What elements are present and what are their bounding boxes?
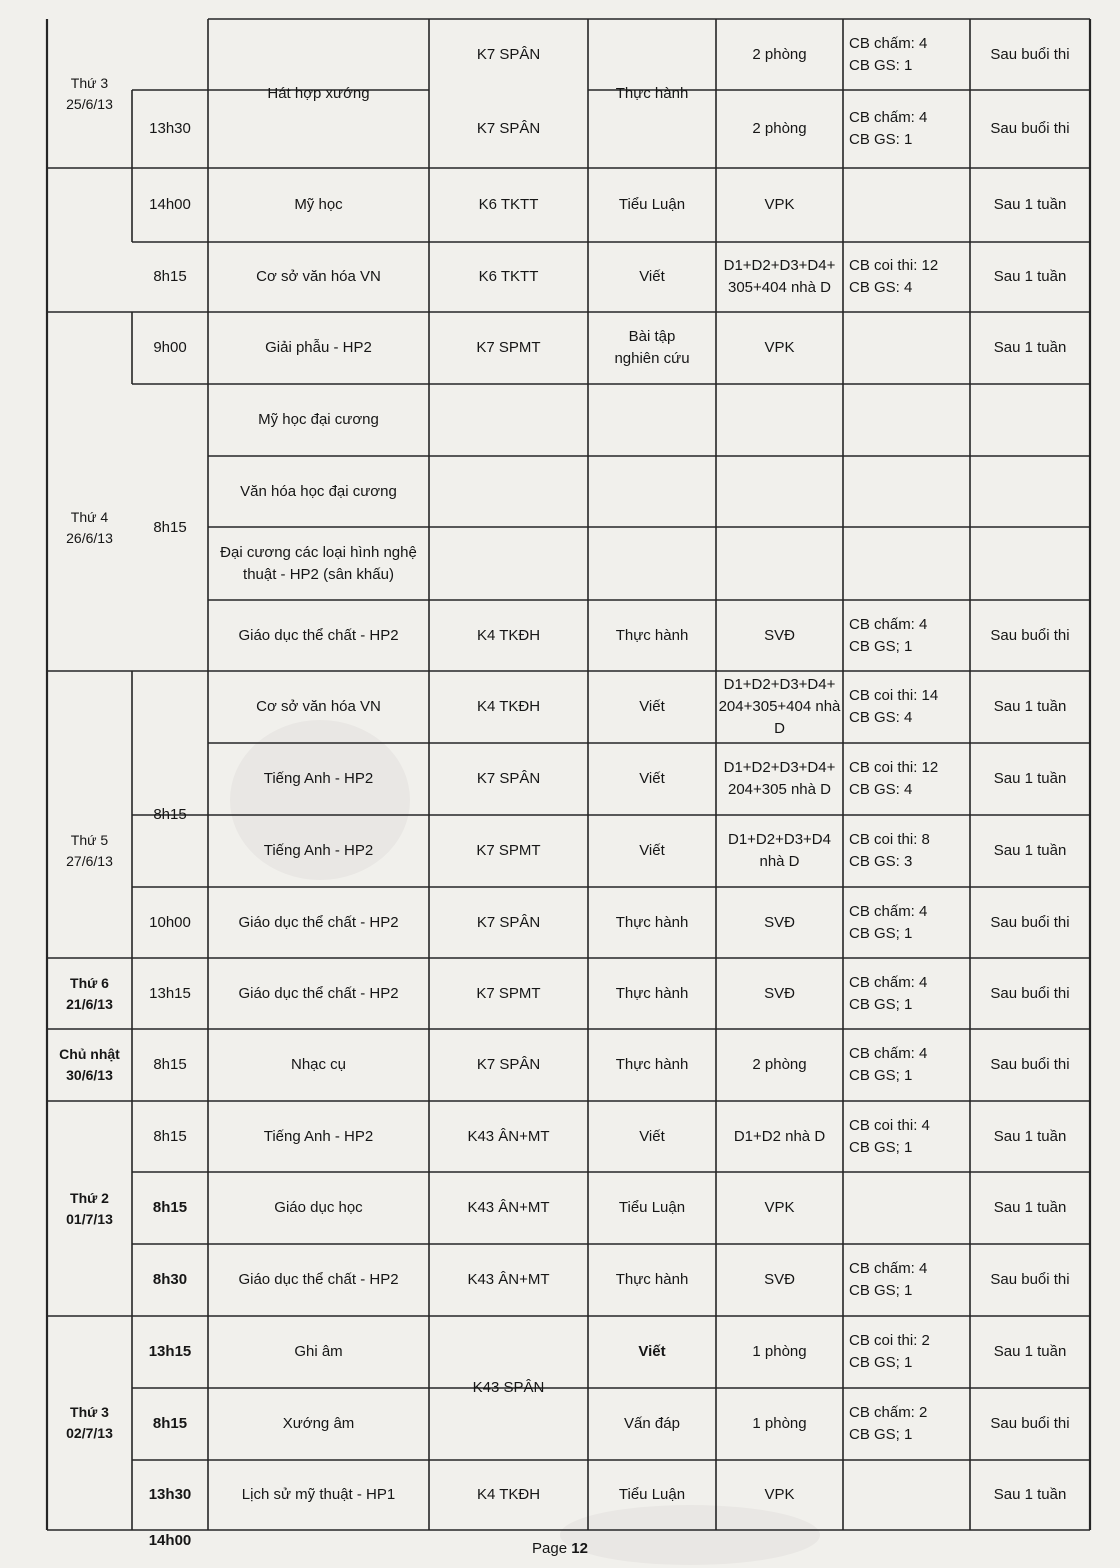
room-cell <box>716 671 843 743</box>
subject-cell-text: Giáo dục thể chất - HP2 <box>238 913 399 931</box>
staff-cell <box>843 90 976 168</box>
room-cell <box>716 1244 843 1316</box>
day-name: Thứ 5 <box>70 831 109 848</box>
class-cell <box>429 19 588 90</box>
staff-cell <box>843 1244 976 1316</box>
exam-form-cell-text: Thực hành <box>615 1271 689 1288</box>
exam-form-cell <box>588 1244 716 1316</box>
room-cell-text: VPK <box>764 1486 795 1503</box>
subject-cell <box>208 1316 429 1388</box>
class-cell <box>429 1316 588 1460</box>
time-cell <box>132 90 208 168</box>
room-cell <box>716 242 843 312</box>
result-cell <box>970 168 1090 242</box>
class-cell <box>429 1101 588 1172</box>
staff-cell-text: CB coi thi: 8 CB GS: 3 <box>849 831 930 870</box>
class-cell-text: K43 ÂN+MT <box>467 1199 550 1216</box>
room-cell-text: 2 phòng <box>752 120 807 137</box>
class-cell-text: K43 ÂN+MT <box>467 1271 550 1288</box>
room-cell-text: 2 phòng <box>752 45 807 63</box>
result-cell-text: Sau 1 tuần <box>993 339 1067 356</box>
room-cell <box>716 1316 843 1388</box>
class-cell-text: K7 SPMT <box>476 842 541 859</box>
staff-cell <box>843 815 976 887</box>
staff-cell <box>843 242 976 312</box>
time-cell-text: 13h15 <box>149 984 191 1002</box>
staff-cell-text: CB chấm: 2 CB GS; 1 <box>849 1404 928 1443</box>
exam-form-cell-text: Vấn đáp <box>624 1415 680 1432</box>
class-cell <box>429 671 588 743</box>
class-cell-text: K7 SPÂN <box>476 770 541 787</box>
subject-cell-text: Giải phẫu - HP2 <box>265 339 372 356</box>
staff-cell <box>843 887 976 958</box>
time-cell-text: 8h15 <box>153 806 187 823</box>
class-cell <box>429 1029 588 1101</box>
result-cell-text: Sau buổi thi <box>990 1056 1070 1073</box>
result-cell <box>970 1244 1090 1316</box>
room-cell <box>716 90 843 168</box>
result-cell-text: Sau 1 tuần <box>993 770 1067 787</box>
staff-cell-text: CB coi thi: 4 CB GS; 1 <box>849 1116 930 1156</box>
time-cell <box>132 743 208 887</box>
exam-form-cell <box>588 1029 716 1101</box>
class-cell-text: K4 TKĐH <box>476 1486 541 1503</box>
room-cell <box>716 168 843 242</box>
time-cell <box>132 1316 208 1388</box>
staff-cell <box>843 600 976 671</box>
exam-form-cell <box>588 1316 716 1388</box>
exam-form-cell <box>588 1460 716 1530</box>
exam-form-cell-text: Viết <box>638 1343 666 1360</box>
exam-form-cell-text: Viết <box>639 770 665 787</box>
staff-cell <box>843 743 976 815</box>
day-date: 25/6/13 <box>66 95 113 112</box>
result-cell-text: Sau buổi thi <box>990 1415 1070 1432</box>
exam-form-cell-text: Thực hành <box>615 913 689 931</box>
subject-cell <box>208 958 429 1029</box>
day-date: 26/6/13 <box>66 529 113 546</box>
room-cell-text: SVĐ <box>764 626 795 644</box>
exam-form-cell <box>588 887 716 958</box>
result-cell <box>970 671 1090 743</box>
staff-cell <box>843 958 976 1029</box>
exam-form-cell <box>588 1101 716 1172</box>
result-cell <box>970 815 1090 887</box>
time-cell-text: 8h15 <box>153 268 187 285</box>
staff-cell-text: CB coi thi: 14 CB GS: 4 <box>849 687 939 726</box>
time-cell-text: 8h15 <box>153 1056 187 1073</box>
room-cell-text: SVĐ <box>764 913 795 931</box>
subject-cell <box>208 1244 429 1316</box>
result-cell-text: Sau 1 tuần <box>993 268 1067 285</box>
result-cell <box>970 1316 1090 1388</box>
exam-form-cell-text: Viết <box>639 698 665 715</box>
room-cell <box>716 815 843 887</box>
staff-cell-text: CB chấm: 4 CB GS; 1 <box>849 1260 928 1299</box>
class-cell <box>429 90 588 168</box>
staff-cell <box>843 19 976 90</box>
time-cell-text: 13h30 <box>148 1486 192 1503</box>
result-cell-text: Sau 1 tuần <box>993 842 1067 859</box>
time-cell-text: 8h15 <box>153 518 187 536</box>
exam-form-cell-text: Tiểu Luận <box>618 1486 686 1503</box>
subject-cell-text: Văn hóa học đại cương <box>240 482 397 500</box>
day-name: Thứ 4 <box>70 508 109 525</box>
time-cell <box>132 958 208 1029</box>
class-cell <box>429 1244 588 1316</box>
room-cell <box>716 887 843 958</box>
subject-cell <box>208 312 429 384</box>
time-cell <box>132 1244 208 1316</box>
class-cell-text: K6 TKTT <box>478 268 539 285</box>
class-cell <box>429 242 588 312</box>
day-cell <box>47 743 132 958</box>
staff-cell-text: CB coi thi: 12 CB GS: 4 <box>849 759 939 798</box>
result-cell <box>970 19 1090 90</box>
result-cell-text: Sau 1 tuần <box>993 1127 1067 1145</box>
staff-cell-text: CB coi thi: 2 CB GS; 1 <box>849 1332 930 1371</box>
room-cell-text: 1 phòng <box>752 1415 807 1432</box>
class-cell-text: K4 TKĐH <box>476 698 541 715</box>
day-name: Thứ 3 <box>70 1404 109 1420</box>
class-cell <box>429 743 588 815</box>
staff-cell <box>843 1029 976 1101</box>
subject-cell <box>208 242 429 312</box>
subject-cell <box>208 527 429 600</box>
class-cell <box>429 815 588 887</box>
time-cell-text: 14h00 <box>148 1532 192 1549</box>
result-cell <box>970 1172 1090 1244</box>
room-cell-text: D1+D2+D3+D4+ 204+305+404 nhà D <box>718 676 841 737</box>
class-cell <box>429 312 588 384</box>
subject-cell-text: Ghi âm <box>294 1343 343 1360</box>
room-cell <box>716 1029 843 1101</box>
staff-cell-text: CB chấm: 4 CB GS; 1 <box>849 902 928 942</box>
exam-form-cell <box>588 743 716 815</box>
time-cell <box>132 168 208 242</box>
exam-form-cell <box>588 958 716 1029</box>
exam-form-cell-text: Tiểu Luận <box>618 1199 686 1216</box>
result-cell-text: Sau buổi thi <box>990 1271 1070 1288</box>
room-cell-text: D1+D2 nhà D <box>733 1127 826 1145</box>
day-name: Thứ 3 <box>70 74 109 91</box>
subject-cell <box>208 1460 429 1530</box>
day-cell <box>47 1316 132 1530</box>
staff-cell-text: CB chấm: 4 CB GS; 1 <box>849 615 928 655</box>
subject-cell <box>208 1029 429 1101</box>
exam-form-cell-text: Viết <box>639 1127 665 1145</box>
time-cell <box>132 242 208 312</box>
result-cell-text: Sau buổi thi <box>990 913 1070 931</box>
subject-cell <box>208 671 429 743</box>
subject-cell <box>208 168 429 242</box>
subject-cell-text: Tiếng Anh - HP2 <box>263 1127 374 1145</box>
class-cell-text: K7 SPÂN <box>476 45 541 63</box>
room-cell-text: D1+D2+D3+D4+ 305+404 nhà D <box>723 257 836 296</box>
room-cell-text: SVĐ <box>764 984 795 1002</box>
staff-cell-text: CB chấm: 4 CB GS: 1 <box>849 109 928 148</box>
class-cell-text: K7 SPMT <box>476 339 541 356</box>
class-cell <box>429 958 588 1029</box>
room-cell <box>716 958 843 1029</box>
result-cell-text: Sau buổi thi <box>990 45 1070 63</box>
subject-cell-text: Giáo dục học <box>274 1199 363 1216</box>
exam-form-cell-text: Thực hành <box>615 84 689 102</box>
staff-cell-text: CB coi thi: 12 CB GS: 4 <box>849 257 939 296</box>
exam-form-cell <box>588 312 716 384</box>
subject-cell-text: Cơ sở văn hóa VN <box>256 268 381 285</box>
result-cell-text: Sau 1 tuần <box>993 196 1067 213</box>
staff-cell-text: CB chấm: 4 CB GS; 1 <box>849 973 928 1013</box>
time-cell <box>132 1388 208 1460</box>
room-cell-text: D1+D2+D3+D4+ 204+305 nhà D <box>723 759 836 798</box>
day-date: 30/6/13 <box>66 1067 113 1083</box>
subject-cell-text: Giáo dục thể chất - HP2 <box>238 1271 399 1288</box>
time-cell <box>132 1101 208 1172</box>
class-cell-text: K7 SPÂN <box>476 1056 541 1073</box>
subject-cell-text: Tiếng Anh - HP2 <box>263 770 374 787</box>
day-cell <box>47 1029 132 1101</box>
result-cell <box>970 887 1090 958</box>
room-cell <box>716 1388 843 1460</box>
result-cell <box>970 1029 1090 1101</box>
time-cell-text: 8h15 <box>152 1415 188 1432</box>
subject-cell <box>208 1101 429 1172</box>
staff-cell <box>843 1101 976 1172</box>
subject-cell-text: Đại cương các loại hình nghệ thuật - HP2 (sân khấu) <box>220 543 417 583</box>
class-cell-text: K43 SPÂN <box>472 1379 545 1396</box>
time-cell-text: 13h15 <box>148 1343 192 1360</box>
room-cell <box>716 743 843 815</box>
result-cell <box>970 958 1090 1029</box>
time-cell <box>132 1460 208 1530</box>
time-cell <box>132 312 208 384</box>
subject-cell-text: Tiếng Anh - HP2 <box>263 842 374 859</box>
exam-form-cell <box>588 19 716 168</box>
page-footer <box>0 1540 1120 1557</box>
subject-cell-text: Xướng âm <box>282 1415 355 1432</box>
exam-form-cell <box>588 1172 716 1244</box>
class-cell <box>429 168 588 242</box>
exam-form-cell-text: Thực hành <box>615 626 689 644</box>
class-cell-text: K7 SPMT <box>476 984 541 1002</box>
room-cell <box>716 600 843 671</box>
class-cell-text: K7 SPÂN <box>476 913 541 931</box>
time-cell <box>132 887 208 958</box>
result-cell-text: Sau 1 tuần <box>993 1199 1067 1216</box>
subject-cell-text: Mỹ học <box>294 196 343 213</box>
exam-form-cell-text: Viết <box>639 268 665 285</box>
subject-cell <box>208 384 429 456</box>
room-cell <box>716 1172 843 1244</box>
result-cell-text: Sau buổi thi <box>990 984 1070 1002</box>
staff-cell <box>843 1388 976 1460</box>
class-cell-text: K4 TKĐH <box>476 626 541 644</box>
result-cell <box>970 312 1090 384</box>
exam-form-cell-text: Thực hành <box>615 984 689 1002</box>
time-cell-text: 14h00 <box>149 196 191 213</box>
day-cell <box>47 384 132 671</box>
result-cell-text: Sau 1 tuần <box>993 1486 1067 1503</box>
result-cell <box>970 600 1090 671</box>
class-cell <box>429 600 588 671</box>
time-cell-text: 8h15 <box>153 1127 187 1145</box>
class-cell <box>429 1460 588 1530</box>
subject-cell-text: Hát hợp xướng <box>267 84 370 102</box>
subject-cell-text: Giáo dục thể chất - HP2 <box>238 626 399 644</box>
staff-cell-text: CB chấm: 4 CB GS; 1 <box>849 1045 928 1084</box>
day-date: 01/7/13 <box>66 1210 113 1227</box>
exam-form-cell <box>588 671 716 743</box>
result-cell <box>970 743 1090 815</box>
result-cell <box>970 90 1090 168</box>
room-cell-text: 2 phòng <box>752 1056 807 1073</box>
day-date: 21/6/13 <box>66 995 113 1012</box>
page-number: 12 <box>571 1540 588 1557</box>
day-date: 02/7/13 <box>66 1425 113 1441</box>
subject-cell <box>208 19 429 168</box>
room-cell-text: VPK <box>764 339 795 356</box>
subject-cell-text: Nhạc cụ <box>290 1056 347 1073</box>
time-cell-text: 9h00 <box>153 339 187 356</box>
subject-cell <box>208 1388 429 1460</box>
exam-form-cell <box>588 815 716 887</box>
subject-cell-text: Lịch sử mỹ thuật - HP1 <box>241 1486 396 1503</box>
result-cell <box>970 1101 1090 1172</box>
time-cell-text: 8h15 <box>152 1199 188 1216</box>
staff-cell <box>843 671 976 743</box>
subject-cell <box>208 815 429 887</box>
day-cell <box>47 958 132 1029</box>
result-cell-text: Sau 1 tuần <box>993 698 1067 715</box>
time-cell-text: 10h00 <box>149 913 191 931</box>
result-cell <box>970 242 1090 312</box>
subject-cell-text: Cơ sở văn hóa VN <box>256 698 381 715</box>
result-cell <box>970 1460 1090 1530</box>
time-cell-text: 8h30 <box>152 1271 188 1288</box>
day-name: Chủ nhật <box>59 1046 120 1062</box>
class-cell-text: K7 SPÂN <box>476 120 541 137</box>
day-name: Thứ 2 <box>70 1189 109 1206</box>
exam-form-cell <box>588 600 716 671</box>
subject-cell-text: Mỹ học đại cương <box>258 411 379 428</box>
subject-cell <box>208 600 429 671</box>
exam-form-cell-text: Tiểu Luận <box>618 196 686 213</box>
staff-cell-text: CB chấm: 4 CB GS: 1 <box>849 34 928 74</box>
time-cell <box>132 1029 208 1101</box>
class-cell-text: K6 TKTT <box>478 196 539 213</box>
room-cell <box>716 1460 843 1530</box>
class-cell <box>429 887 588 958</box>
subject-cell <box>208 887 429 958</box>
result-cell <box>970 1388 1090 1460</box>
exam-form-cell <box>588 1388 716 1460</box>
room-cell <box>716 1101 843 1172</box>
room-cell-text: VPK <box>764 1199 795 1216</box>
room-cell-text: 1 phòng <box>752 1343 807 1360</box>
time-cell <box>132 384 208 671</box>
day-cell <box>47 1101 132 1316</box>
room-cell <box>716 19 843 90</box>
exam-form-cell-text: Thực hành <box>615 1056 689 1073</box>
room-cell <box>716 312 843 384</box>
staff-cell <box>843 1316 976 1388</box>
time-cell-text: 13h30 <box>149 120 191 137</box>
room-cell-text: SVĐ <box>764 1271 795 1288</box>
page-label: Page <box>532 1540 568 1557</box>
class-cell <box>429 1172 588 1244</box>
exam-form-cell-text: Bài tập nghiên cứu <box>614 328 690 367</box>
exam-form-cell <box>588 168 716 242</box>
class-cell-text: K43 ÂN+MT <box>467 1127 550 1145</box>
result-cell-text: Sau buổi thi <box>990 120 1070 137</box>
room-cell-text: D1+D2+D3+D4 nhà D <box>728 831 831 870</box>
time-cell <box>132 1172 208 1244</box>
exam-form-cell-text: Viết <box>639 842 665 859</box>
exam-form-cell <box>588 242 716 312</box>
result-cell-text: Sau 1 tuần <box>993 1343 1067 1360</box>
result-cell-text: Sau buổi thi <box>990 626 1070 644</box>
day-date: 27/6/13 <box>66 852 113 869</box>
subject-cell <box>208 743 429 815</box>
subject-cell <box>208 456 429 527</box>
day-cell <box>47 19 132 168</box>
subject-cell <box>208 1172 429 1244</box>
room-cell-text: VPK <box>764 196 795 213</box>
day-name: Thứ 6 <box>70 974 109 991</box>
subject-cell-text: Giáo dục thể chất - HP2 <box>238 984 399 1002</box>
